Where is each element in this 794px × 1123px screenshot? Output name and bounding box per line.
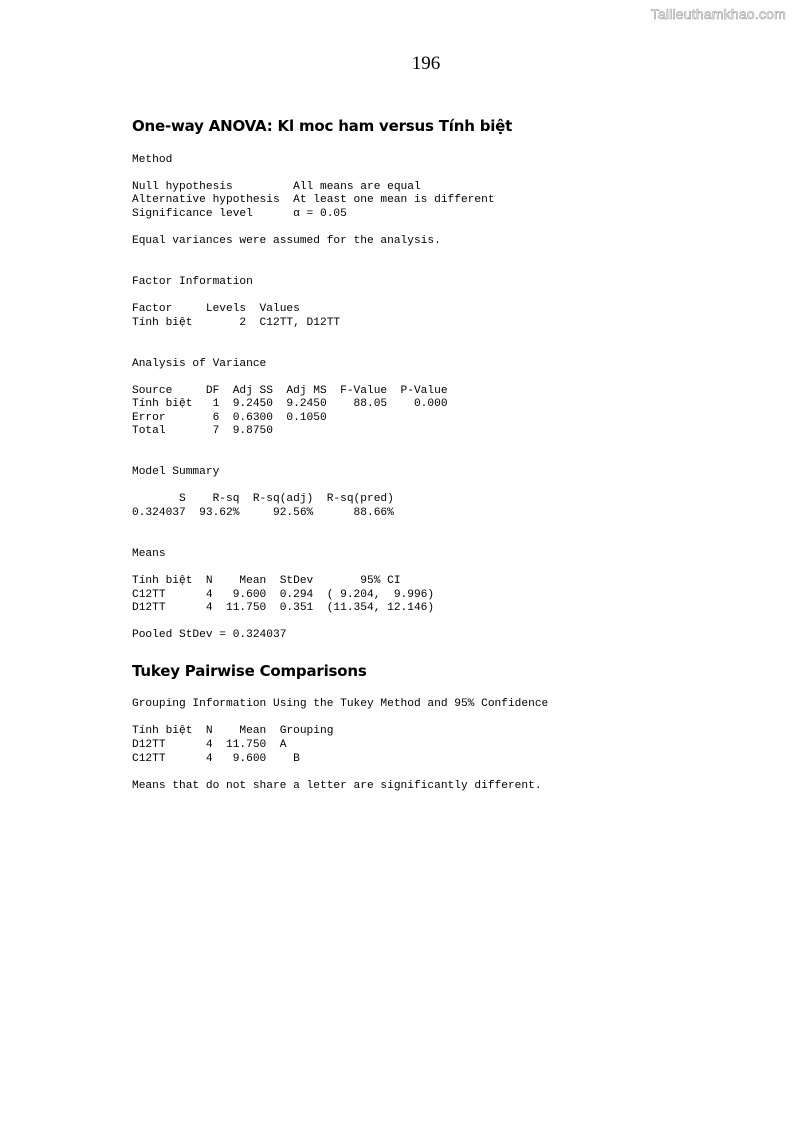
factor-table-header: Factor Levels Values [132,303,300,316]
model-summary-row: 0.324037 93.62% 92.56% 88.66% [132,507,394,520]
means-table-row: D12TT 4 11.750 0.351 (11.354, 12.146) [132,602,435,615]
tukey-title: Tukey Pairwise Comparisons [132,661,367,680]
method-heading: Method [132,153,173,166]
method-line-null: Null hypothesis All means are equal [132,180,421,193]
variance-table-row: Tính biệt 1 9.2450 9.2450 88.05 0.000 [132,398,448,411]
watermark-text: Tailieuthamkhao.com [650,6,786,22]
method-line-significance: Significance level α = 0.05 [132,207,347,220]
variance-table-row: Error 6 0.6300 0.1050 [132,411,327,424]
equal-variances-note: Equal variances were assumed for the analysis. [132,235,441,248]
variance-table-row: Total 7 9.8750 [132,425,273,438]
means-heading: Means [132,547,166,560]
document-body [132,112,752,793]
grouping-footnote: Means that do not share a letter are significantly different. [132,779,542,792]
grouping-table-row: C12TT 4 9.600 B [132,752,300,765]
pooled-stdev: Pooled StDev = 0.324037 [132,629,287,642]
variance-table-header: Source DF Adj SS Adj MS F-Value P-Value [132,384,448,397]
analysis-of-variance-heading: Analysis of Variance [132,357,267,370]
grouping-information-heading: Grouping Information Using the Tukey Method and 95% Confidence [132,698,549,711]
grouping-table-row: D12TT 4 11.750 A [132,738,287,751]
page-number: 196 [411,53,441,74]
factor-information-heading: Factor Information [132,275,253,288]
means-table-row: C12TT 4 9.600 0.294 ( 9.204, 9.996) [132,588,435,601]
means-table-header: Tính biệt N Mean StDev 95% CI [132,575,401,587]
grouping-table-header: Tính biệt N Mean Grouping [132,725,334,738]
model-summary-heading: Model Summary [132,466,220,479]
anova-title: One-way ANOVA: Kl moc ham versus Tính biệt [132,117,513,135]
factor-table-row: Tính biệt 2 C12TT, D12TT [132,316,341,329]
model-summary-header: S R-sq R-sq(adj) R-sq(pred) [132,493,394,506]
method-line-alternative: Alternative hypothesis At least one mean is different [132,194,495,207]
